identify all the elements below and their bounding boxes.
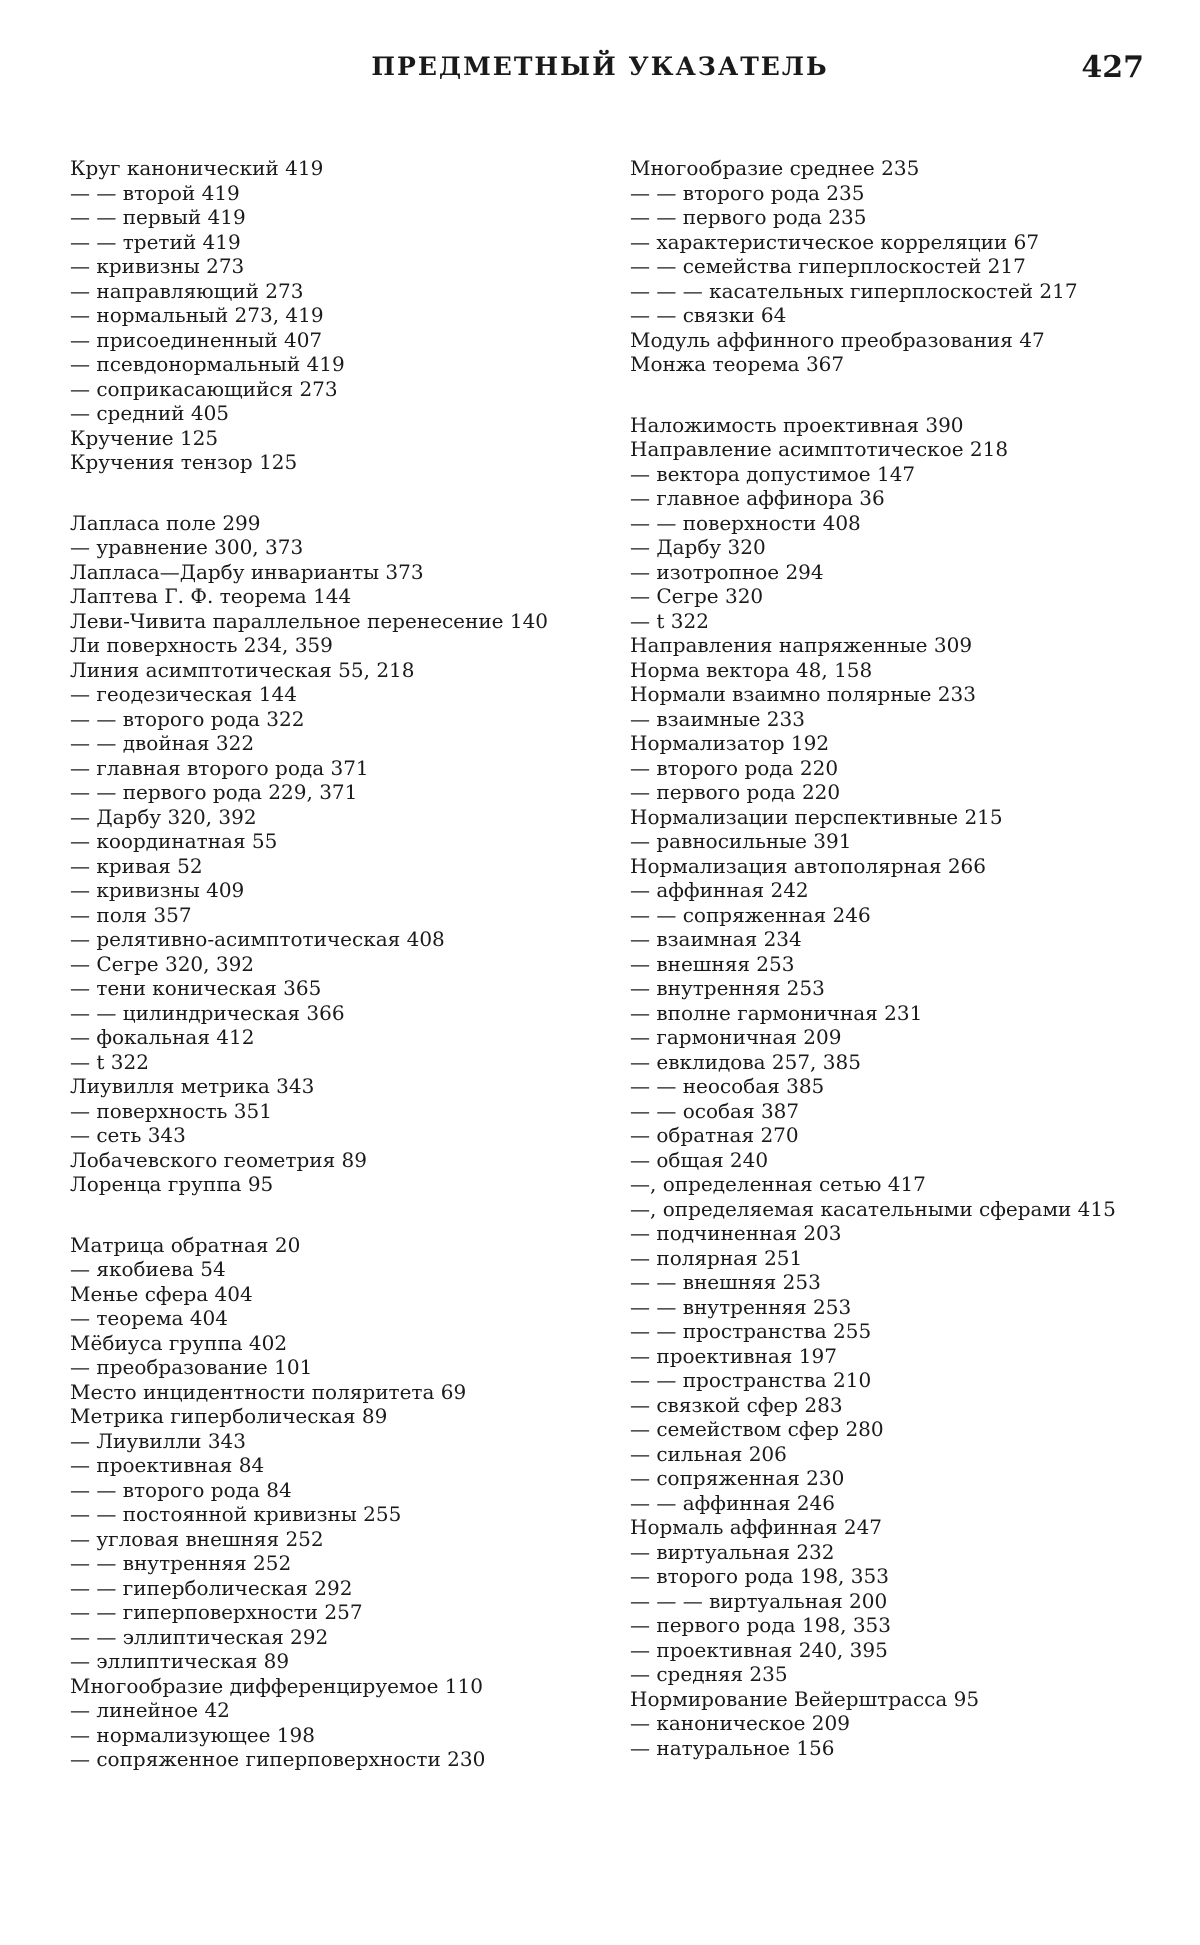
index-subentry: — — особая 387 [630, 1098, 800, 1123]
index-subentry: — — связки 64 [630, 303, 787, 327]
index-subentry: — главное аффинора 36 [630, 486, 885, 510]
index-entry: Кручения тензор 125 [70, 450, 298, 474]
index-entry: Многообразие среднее 235 [630, 156, 920, 180]
index-subentry: — — пространства 255 [630, 1319, 872, 1343]
index-entry: Менье сфера 404 [70, 1281, 253, 1306]
index-subentry: — сильная 206 [630, 1441, 787, 1466]
index-entry: Нормали взаимно полярные 233 [630, 682, 976, 706]
index-subentry: — аффинная 242 [630, 878, 809, 902]
index-subentry: — — второго рода 235 [630, 180, 865, 205]
index-subentry: — — гиперболическая 292 [70, 1575, 353, 1600]
index-subentry: — — постоянной кривизны 255 [70, 1502, 402, 1526]
index-entry: Мёбиуса группа 402 [70, 1330, 288, 1355]
index-entry: Направления напряженные 309 [630, 633, 973, 657]
index-entry: Лапласа поле 299 [70, 510, 261, 535]
index-entry: Монжа теорема 367 [630, 352, 845, 376]
index-subentry: — каноническое 209 [630, 1711, 850, 1735]
index-subentry: — преобразование 101 [70, 1355, 313, 1379]
index-subentry: — линейное 42 [70, 1698, 230, 1722]
index-subentry: — характеристическое корреляции 67 [630, 229, 1040, 254]
index-entry: Многообразие дифференцируемое 110 [70, 1673, 483, 1698]
index-subentry: — сопряженная 230 [630, 1466, 845, 1490]
index-subentry: — Лиувилли 343 [70, 1428, 247, 1453]
index-subentry: — Дарбу 320, 392 [70, 804, 257, 829]
index-entry: Лапласа—Дарбу инварианты 373 [70, 559, 424, 584]
index-subentry: — первого рода 198, 353 [630, 1613, 892, 1637]
index-subentry: — — первого рода 229, 371 [70, 780, 358, 804]
section-gap [70, 475, 600, 511]
index-subentry: — — эллиптическая 292 [70, 1624, 329, 1649]
index-subentry: — — поверхности 408 [630, 510, 861, 535]
index-subentry: — кривизны 273 [70, 254, 245, 278]
index-subentry: — геодезическая 144 [70, 682, 297, 706]
running-title: ПРЕДМЕТНЫЙ УКАЗАТЕЛЬ [371, 52, 829, 81]
index-entry: Кручение 125 [70, 425, 219, 450]
index-entry: Модуль аффинного преобразования 47 [630, 327, 1045, 352]
index-subentry: — — первого рода 235 [630, 205, 867, 229]
index-subentry: — теорема 404 [70, 1306, 228, 1330]
index-subentry: — — сопряженная 246 [630, 902, 871, 927]
index-subentry: — кривая 52 [70, 853, 203, 878]
index-subentry: — координатная 55 [70, 829, 278, 853]
index-subentry: — полярная 251 [630, 1245, 803, 1270]
index-entry: Нормализация автополярная 266 [630, 853, 986, 878]
index-subentry: — внутренняя 253 [630, 976, 825, 1000]
index-subentry: — виртуальная 232 [630, 1539, 835, 1564]
index-subentry: — — гиперповерхности 257 [70, 1600, 363, 1624]
index-subentry: — средняя 235 [630, 1662, 788, 1686]
index-subentry: — подчиненная 203 [630, 1221, 842, 1245]
index-entry: Матрица обратная 20 [70, 1232, 301, 1257]
index-subentry: — равносильные 391 [630, 829, 852, 853]
index-subentry: — — пространства 210 [630, 1368, 872, 1392]
index-subentry: — гармоничная 209 [630, 1025, 842, 1049]
index-entry: Лоренца группа 95 [70, 1172, 274, 1196]
index-subentry: — изотропное 294 [630, 559, 824, 584]
index-column-right [630, 156, 1160, 1760]
index-subentry: — взаимные 233 [630, 706, 805, 731]
index-subentry: — сопряженное гиперповерхности 230 [70, 1747, 486, 1771]
index-subentry: — — цилиндрическая 366 [70, 1000, 345, 1025]
index-subentry: — — первый 419 [70, 205, 246, 229]
index-entry: Метрика гиперболическая 89 [70, 1404, 388, 1428]
page-number: 427 [1081, 50, 1144, 85]
index-subentry: — угловая внешняя 252 [70, 1526, 324, 1551]
index-subentry: — поверхность 351 [70, 1098, 272, 1123]
index-subentry: — якобиева 54 [70, 1257, 226, 1281]
index-entry: Место инцидентности поляритета 69 [70, 1379, 467, 1404]
index-subentry: — — второй 419 [70, 180, 240, 205]
index-subentry: — евклидова 257, 385 [630, 1049, 861, 1074]
index-subentry: — проективная 84 [70, 1453, 265, 1477]
index-subentry: — релятивно-асимптотическая 408 [70, 927, 445, 951]
index-subentry: — первого рода 220 [630, 780, 841, 804]
index-subentry: — второго рода 198, 353 [630, 1564, 889, 1588]
index-subentry: — кривизны 409 [70, 878, 245, 902]
index-subentry: — внешняя 253 [630, 951, 795, 976]
section-gap [630, 377, 1160, 413]
page-header [0, 52, 1200, 102]
index-subentry: — Сегре 320, 392 [70, 951, 255, 976]
index-subentry: — — второго рода 322 [70, 706, 305, 731]
index-subentry: — фокальная 412 [70, 1025, 255, 1049]
index-subentry: — Дарбу 320 [630, 535, 766, 559]
index-entry: Лиувилля метрика 343 [70, 1074, 315, 1098]
index-subentry: — проективная 197 [630, 1343, 837, 1368]
index-subentry: —, определяемая касательными сферами 415 [630, 1196, 1116, 1221]
index-subentry: — уравнение 300, 373 [70, 535, 304, 559]
index-subentry: — обратная 270 [630, 1123, 799, 1147]
index-column-left [70, 156, 600, 1772]
index-subentry: — сеть 343 [70, 1123, 186, 1147]
index-subentry: — — семейства гиперплоскостей 217 [630, 254, 1026, 278]
index-subentry: — — второго рода 84 [70, 1477, 292, 1502]
index-subentry: — — аффинная 246 [630, 1490, 836, 1515]
index-subentry: —, определенная сетью 417 [630, 1172, 926, 1196]
index-entry: Наложимость проективная 390 [630, 412, 964, 437]
index-subentry: — — внутренняя 252 [70, 1551, 292, 1575]
index-subentry: — второго рода 220 [630, 755, 839, 780]
index-subentry: — — — виртуальная 200 [630, 1588, 888, 1613]
index-subentry: — нормальный 273, 419 [70, 303, 324, 327]
index-subentry: — — внутренняя 253 [630, 1294, 852, 1319]
index-subentry: — — — касательных гиперплоскостей 217 [630, 278, 1078, 303]
index-subentry: — — третий 419 [70, 229, 241, 254]
index-subentry: — присоединенный 407 [70, 327, 323, 352]
index-subentry: — общая 240 [630, 1147, 769, 1172]
index-entry: Лаптева Г. Ф. теорема 144 [70, 584, 352, 608]
index-entry: Леви-Чивита параллельное перенесение 140 [70, 608, 549, 633]
index-subentry: — — неособая 385 [630, 1074, 825, 1098]
index-subentry: — семейством сфер 280 [630, 1417, 884, 1441]
index-subentry: — поля 357 [70, 902, 192, 927]
index-entry: Круг канонический 419 [70, 156, 324, 180]
index-subentry: — псевдонормальный 419 [70, 352, 345, 376]
index-subentry: — вполне гармоничная 231 [630, 1000, 923, 1025]
index-subentry: — Сегре 320 [630, 584, 764, 608]
index-subentry: — связкой сфер 283 [630, 1392, 843, 1417]
index-entry: Направление асимптотическое 218 [630, 437, 1009, 461]
index-subentry: — t 322 [630, 608, 709, 633]
index-subentry: — соприкасающийся 273 [70, 376, 338, 401]
index-entry: Нормализатор 192 [630, 731, 830, 755]
index-subentry: — проективная 240, 395 [630, 1637, 888, 1662]
index-subentry: — t 322 [70, 1049, 149, 1074]
index-entry: Ли поверхность 234, 359 [70, 633, 333, 657]
index-subentry: — средний 405 [70, 401, 230, 425]
index-subentry: — главная второго рода 371 [70, 755, 369, 780]
index-entry: Нормаль аффинная 247 [630, 1515, 883, 1539]
index-entry: Норма вектора 48, 158 [630, 657, 873, 682]
index-entry: Нормирование Вейерштрасса 95 [630, 1686, 980, 1711]
index-subentry: — направляющий 273 [70, 278, 304, 303]
index-subentry: — — двойная 322 [70, 731, 255, 755]
index-subentry: — эллиптическая 89 [70, 1649, 290, 1673]
index-subentry: — взаимная 234 [630, 927, 802, 951]
index-subentry: — нормализующее 198 [70, 1722, 315, 1747]
index-subentry: — натуральное 156 [630, 1735, 835, 1760]
index-subentry: — вектора допустимое 147 [630, 461, 916, 486]
section-gap [70, 1197, 600, 1233]
index-subentry: — — внешняя 253 [630, 1270, 821, 1294]
index-entry: Лобачевского геометрия 89 [70, 1147, 368, 1172]
index-entry: Нормализации перспективные 215 [630, 804, 1003, 829]
index-entry: Линия асимптотическая 55, 218 [70, 657, 415, 682]
index-subentry: — тени коническая 365 [70, 976, 322, 1000]
